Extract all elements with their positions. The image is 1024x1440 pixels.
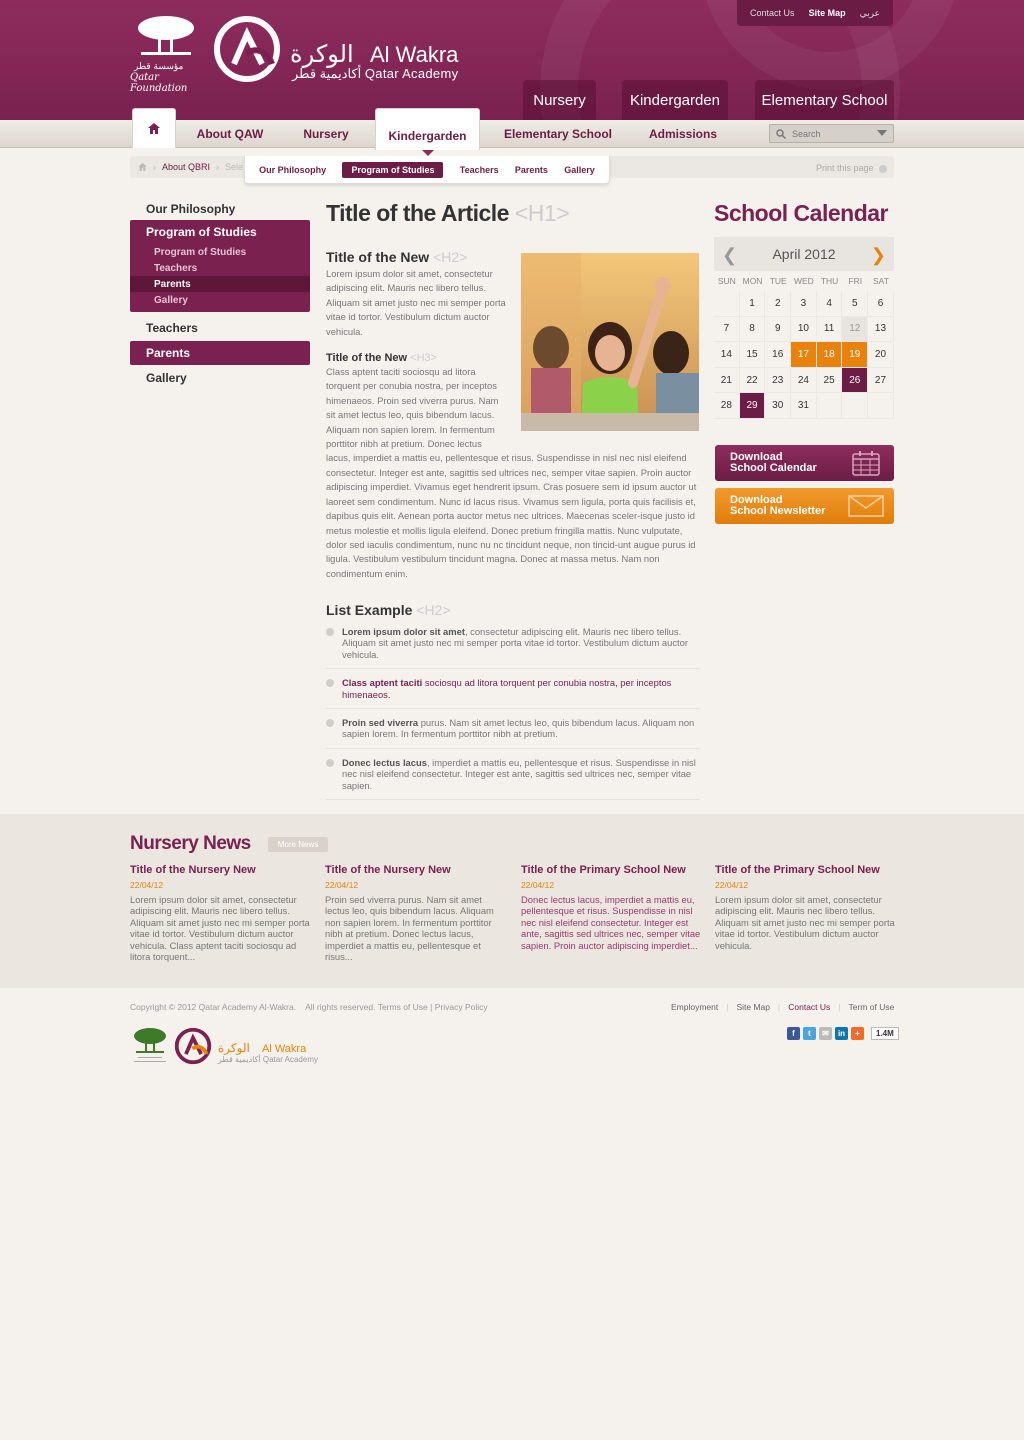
search-icon bbox=[776, 129, 786, 139]
calendar-month: April 2012 bbox=[772, 246, 836, 262]
qatar-foundation-logo[interactable] bbox=[128, 12, 204, 94]
qf-arabic-name: مؤسسة قطر bbox=[134, 62, 184, 72]
article-paragraph-1: Lorem ipsum dolor sit amet, consectetur adipiscing elit. Mauris nec libero tellus. Aliquam sit amet justo nec mi semper porta vitae id tortor. Vestibulum dictum auctor vehicula. bbox=[326, 268, 506, 337]
search-input[interactable]: Search bbox=[792, 128, 821, 139]
calendar-day[interactable]: 27 bbox=[868, 368, 894, 394]
calendar-day[interactable]: 17 bbox=[791, 342, 817, 368]
subnav-parents[interactable]: Parents bbox=[514, 164, 548, 175]
news-item-date: 22/04/12 bbox=[521, 880, 555, 890]
terms-link[interactable]: Terms of Use bbox=[377, 1002, 428, 1012]
news-item-title[interactable]: Title of the Primary School New bbox=[521, 864, 686, 876]
calendar-title: School Calendar bbox=[714, 200, 888, 226]
footer-link-employment[interactable]: Employment bbox=[671, 1002, 719, 1012]
list-item bbox=[326, 713, 700, 749]
calendar-empty-cell bbox=[842, 393, 868, 419]
article-photo bbox=[521, 253, 699, 431]
download-newsletter-button[interactable] bbox=[715, 488, 894, 524]
calendar-empty-cell bbox=[714, 291, 740, 317]
footer-brand-subtitle-arabic: أكاديمية قطر bbox=[218, 1055, 261, 1064]
article-title-text: Title of the Article bbox=[326, 200, 509, 226]
footer-separator: | bbox=[838, 1002, 841, 1012]
article-h3-text: Title of the New bbox=[326, 352, 408, 365]
arabic-link[interactable]: عربي bbox=[859, 7, 880, 18]
breadcrumb-separator: › bbox=[216, 162, 220, 172]
footer-brand-subtitle-english: Qatar Academy bbox=[262, 1055, 318, 1064]
calendar-day[interactable]: 9 bbox=[765, 317, 791, 343]
al-wakra-logo-icon[interactable] bbox=[174, 1027, 212, 1065]
news-title: Nursery News bbox=[130, 833, 251, 854]
calendar-day[interactable]: 23 bbox=[765, 368, 791, 394]
calendar-day[interactable]: 2 bbox=[765, 291, 791, 317]
footer-link-contact[interactable]: Contact Us bbox=[788, 1002, 831, 1012]
news-item-title[interactable]: Title of the Nursery New bbox=[325, 864, 451, 876]
nav-elementary[interactable]: Elementary School bbox=[503, 127, 613, 141]
calendar-day[interactable]: 3 bbox=[791, 291, 817, 317]
chevron-down-icon[interactable] bbox=[877, 130, 887, 136]
brand-subtitle-english: Qatar Academy bbox=[364, 66, 459, 81]
list-item[interactable] bbox=[326, 673, 700, 709]
news-item bbox=[715, 864, 895, 951]
calendar-day[interactable]: 14 bbox=[714, 342, 740, 368]
home-icon bbox=[148, 123, 160, 134]
calendar-weekdays bbox=[714, 276, 894, 286]
tree-icon bbox=[130, 1026, 170, 1064]
share-plus-icon[interactable]: + bbox=[851, 1027, 864, 1040]
chevron-left-icon[interactable]: ❮ bbox=[722, 245, 738, 265]
nursery-news bbox=[0, 814, 1024, 988]
brand-arabic-name: الوكرة bbox=[290, 40, 354, 68]
calendar-day[interactable]: 11 bbox=[817, 317, 843, 343]
share-count: 1.4M bbox=[871, 1027, 899, 1040]
footer-separator: | bbox=[778, 1002, 781, 1012]
calendar-day[interactable]: 30 bbox=[765, 393, 791, 419]
weekday: WED bbox=[793, 276, 814, 286]
article-paragraph-2a: Class aptent taciti sociosqu ad litora torquent per conubia nostra, per inceptos himenaeos. Proin sed viverra purus. Nam sit amet lectus leo, quis bibendum lacus. Aliquam non sapien lorem. In fermentum porttitor nibh at pretium. Donec lectus bbox=[326, 366, 499, 450]
breadcrumb-about[interactable]: About QBRI bbox=[162, 162, 211, 172]
sidebar-item-philosophy[interactable]: Our Philosophy bbox=[146, 202, 236, 216]
print-link[interactable] bbox=[816, 163, 887, 173]
calendar-day[interactable]: 16 bbox=[765, 342, 791, 368]
download-calendar-button[interactable] bbox=[715, 445, 894, 481]
example-list bbox=[326, 622, 700, 804]
sidebar-sub-program[interactable]: Program of Studies bbox=[154, 246, 247, 258]
calendar-day[interactable]: 21 bbox=[714, 368, 740, 394]
download-calendar-label-1: Download bbox=[730, 451, 783, 463]
list-item bbox=[326, 622, 700, 669]
footer-link-terms[interactable]: Term of Use bbox=[848, 1002, 895, 1012]
weekday: SAT bbox=[873, 276, 889, 286]
qf-english-name: Qatar Foundation bbox=[130, 72, 188, 94]
article-paragraph-2b: lacus, imperdiet a mattis eu, pellentesque et risus. Suspendisse in nisl nec nisl eleifend consectetur. Integer est ante, sagittis sed ultrices nec, semper vitae sapien. Proin auctor adipiscing imperdiet. Vivamus eget hendrerit ipsum. Cras posuere sem id ipsum auctor ut laoreet sem condimentum. Nunc id lacus risus. Vivamus sem ligula, porta quis facilisis et, dapibus quis elit. Aenean porta auctor metus nec ultrices. Maecenas sceler-isque justo id metus molestie et mollis ligula eleifend. Donec pretium fringilla mattis. Nunc vulputate, dolor sed iaculis condimentum, nunc nu nc tincidunt neque, non tincid-unt augue purus id ligula. Vestibulum vestibulum tincidunt magna. Donec at massa metus. Nam non condimentum enim. bbox=[326, 452, 697, 579]
sidebar-item-parents[interactable]: Parents bbox=[130, 341, 310, 365]
weekday: THU bbox=[820, 276, 839, 286]
rights-text: All rights reserved. bbox=[305, 1002, 376, 1012]
download-newsletter-label-2: School Newsletter bbox=[730, 505, 826, 517]
calendar-day[interactable]: 15 bbox=[740, 342, 766, 368]
list-title-text: List Example bbox=[326, 602, 413, 618]
footer-brand-arabic: الوكرة bbox=[218, 1041, 250, 1055]
sidebar-sub-gallery[interactable]: Gallery bbox=[154, 294, 188, 306]
school-tab-elementary[interactable]: Elementary School bbox=[755, 80, 894, 120]
subnav-teachers[interactable]: Teachers bbox=[459, 164, 499, 175]
news-item bbox=[325, 864, 505, 962]
subnav-philosophy[interactable]: Our Philosophy bbox=[259, 164, 327, 175]
footer-brand-english: Al Wakra bbox=[262, 1043, 307, 1055]
more-news-button[interactable]: More News bbox=[268, 837, 328, 852]
sidebar-group-program bbox=[130, 220, 310, 312]
brand-subtitle-arabic: أكاديمية قطر bbox=[292, 66, 362, 81]
calendar-grid bbox=[714, 291, 894, 419]
calendar-day[interactable]: 25 bbox=[817, 368, 843, 394]
list-item-bold: Lorem ipsum dolor sit amet bbox=[342, 626, 465, 637]
news-item-date: 22/04/12 bbox=[130, 880, 164, 890]
subnav-gallery[interactable]: Gallery bbox=[564, 164, 595, 175]
news-item-date: 22/04/12 bbox=[715, 880, 749, 890]
news-item-title[interactable]: Title of the Primary School New bbox=[715, 864, 880, 876]
sidebar-item-gallery[interactable]: Gallery bbox=[146, 371, 187, 385]
weekday: FRI bbox=[848, 276, 863, 286]
subnav-program[interactable]: Program of Studies bbox=[342, 162, 443, 178]
home-icon[interactable] bbox=[138, 163, 147, 171]
calendar-day[interactable]: 19 bbox=[842, 342, 868, 368]
nav-admissions[interactable]: Admissions bbox=[648, 127, 717, 141]
school-tab-nursery[interactable]: Nursery bbox=[523, 80, 596, 120]
privacy-link[interactable]: Privacy Policy bbox=[434, 1002, 488, 1012]
calendar-day[interactable]: 6 bbox=[868, 291, 894, 317]
news-item bbox=[521, 864, 701, 951]
news-item-date: 22/04/12 bbox=[325, 880, 359, 890]
nav-about[interactable]: About QAW bbox=[196, 127, 264, 141]
brand-subtitle bbox=[292, 66, 458, 82]
top-links bbox=[737, 0, 893, 26]
calendar-day[interactable]: 5 bbox=[842, 291, 868, 317]
footer-link-sitemap[interactable]: Site Map bbox=[736, 1002, 771, 1012]
email-icon[interactable]: ✉ bbox=[819, 1027, 832, 1040]
download-newsletter-label-1: Download bbox=[730, 494, 783, 506]
sidebar bbox=[130, 198, 310, 389]
article-title bbox=[326, 200, 700, 227]
calendar-day[interactable]: 31 bbox=[791, 393, 817, 419]
calendar-day[interactable]: 4 bbox=[817, 291, 843, 317]
list-item-bold: Donec lectus lacus bbox=[342, 756, 427, 768]
article-h3-tag: <H3> bbox=[410, 352, 438, 365]
calendar-day[interactable]: 28 bbox=[714, 393, 740, 419]
list-title-tag: <H2> bbox=[416, 602, 451, 618]
footer-copyright: Copyright © 2012 Qatar Academy Al-Wakra. All rights reserved. Terms of Use | Privacy Policy bbox=[130, 1002, 488, 1012]
search-box[interactable] bbox=[769, 124, 894, 143]
calendar-day[interactable]: 1 bbox=[740, 291, 766, 317]
footer-links bbox=[671, 1002, 894, 1012]
contact-us-link[interactable]: Contact Us bbox=[750, 8, 795, 18]
list-item-text: , consectetur adipiscing elit. Mauris nec libero tellus. Aliquam sit amet justo nec mi semper porta vitae id tortor. Vestibulum dictum auctor vehicula. bbox=[342, 626, 688, 660]
print-label: Print this page bbox=[816, 163, 874, 173]
news-item-body: Lorem ipsum dolor sit amet, consectetur adipiscing elit. Mauris nec libero tellus. Aliquam sit amet justo nec mi semper porta vitae id tortor. Vestibulum dictum auctor vehicula. bbox=[715, 894, 895, 951]
list-title bbox=[326, 602, 451, 618]
news-item bbox=[130, 864, 310, 962]
linkedin-icon[interactable]: in bbox=[835, 1027, 848, 1040]
sidebar-sub-teachers[interactable]: Teachers bbox=[154, 262, 198, 274]
calendar-header bbox=[714, 237, 894, 271]
article-subtitle-text: Title of the New bbox=[326, 249, 430, 265]
calendar-day[interactable]: 10 bbox=[791, 317, 817, 343]
weekday: MON bbox=[742, 276, 763, 286]
site-map-link[interactable]: Site Map bbox=[808, 8, 846, 18]
sidebar-item-teachers[interactable]: Teachers bbox=[146, 321, 198, 335]
list-item bbox=[326, 753, 700, 800]
news-item-title[interactable]: Title of the Nursery New bbox=[130, 864, 256, 876]
calendar-day[interactable]: 26 bbox=[842, 368, 868, 394]
footer-separator: | bbox=[726, 1002, 729, 1012]
news-item-body: Proin sed viverra purus. Nam sit amet lectus leo, quis bibendum lacus. Aliquam non sapien lorem. In fermentum porttitor nibh at pretium. Donec lectus lacus, imperdiet a mattis eu, pellentesque et risus... bbox=[325, 894, 494, 963]
breadcrumb-separator: › bbox=[153, 162, 156, 172]
printer-icon bbox=[879, 165, 887, 173]
brand-english-name: Al Wakra bbox=[370, 42, 459, 67]
list-item-text: sociosqu ad litora torquent per conubia nostra, per inceptos himenaeos. bbox=[342, 677, 672, 700]
al-wakra-logo-icon[interactable] bbox=[212, 14, 282, 84]
footer-qf-logo[interactable] bbox=[130, 1026, 170, 1069]
chevron-right-icon[interactable]: ❯ bbox=[870, 245, 886, 265]
facebook-icon[interactable]: f bbox=[787, 1027, 800, 1040]
calendar-day[interactable]: 8 bbox=[740, 317, 766, 343]
footer-brand-subtitle bbox=[218, 1055, 318, 1064]
calendar-day[interactable]: 18 bbox=[817, 342, 843, 368]
sub-nav bbox=[244, 156, 610, 184]
weekday: TUE bbox=[769, 276, 787, 286]
calendar-icon bbox=[852, 450, 880, 476]
calendar-day[interactable]: 12 bbox=[842, 317, 868, 343]
list-item-bold: Class aptent taciti bbox=[342, 677, 423, 689]
breadcrumb-current[interactable]: Sele bbox=[225, 162, 244, 172]
weekday: SUN bbox=[717, 276, 736, 286]
twitter-icon[interactable]: t bbox=[803, 1027, 816, 1040]
list-item-text: , imperdiet a mattis eu, pellentesque et risus. Suspendisse in nisl nec nisl eleifend consectetur. Integer est ante, sagittis sed ultrices nec, semper vitae sapien. bbox=[342, 756, 696, 791]
calendar-day[interactable]: 13 bbox=[868, 317, 894, 343]
calendar-day[interactable]: 22 bbox=[740, 368, 766, 394]
nav-nursery[interactable]: Nursery bbox=[303, 127, 349, 141]
list-item-text: purus. Nam sit amet lectus leo, quis bibendum lacus. Aliquam non sapien lorem. In fermentum porttitor nibh at pretium. bbox=[342, 717, 695, 740]
sidebar-item-program[interactable]: Program of Studies bbox=[146, 225, 257, 239]
social-links bbox=[787, 1027, 899, 1040]
download-calendar-label-2: School Calendar bbox=[730, 462, 817, 474]
news-item-body: Lorem ipsum dolor sit amet, consectetur adipiscing elit. Mauris nec libero tellus. Aliquam sit amet justo nec mi semper porta vitae id tortor. Vestibulum dictum auctor vehicula. Class aptent taciti sociosqu ad litora torquent... bbox=[130, 894, 310, 963]
article-subtitle-tag: <H2> bbox=[433, 249, 468, 265]
classroom-photo-icon bbox=[521, 253, 699, 431]
list-item-bold: Proin sed viverra bbox=[342, 717, 419, 729]
calendar-day[interactable]: 29 bbox=[740, 393, 766, 419]
calendar-empty-cell bbox=[868, 393, 894, 419]
calendar-day[interactable]: 7 bbox=[714, 317, 740, 343]
calendar-day[interactable]: 20 bbox=[868, 342, 894, 368]
tree-icon bbox=[136, 14, 196, 58]
sidebar-sub-parents[interactable]: Parents bbox=[130, 276, 310, 292]
article-title-tag: <H1> bbox=[514, 200, 570, 226]
home-button[interactable] bbox=[132, 108, 176, 148]
news-item-body[interactable]: Donec lectus lacus, imperdiet a mattis eu, pellentesque et risus. Suspendisse in nisl nec nisl eleifend consectetur. Integer est ante, sagittis sed ultrices nec, semper vitae sapien. Proin auctor adipiscing imperdiet... bbox=[521, 894, 701, 951]
calendar-day[interactable]: 24 bbox=[791, 368, 817, 394]
school-calendar bbox=[714, 200, 894, 412]
envelope-icon bbox=[848, 495, 884, 517]
school-tab-kindergarden[interactable]: Kindergarden bbox=[622, 80, 728, 120]
copyright-text: Copyright © 2012 Qatar Academy Al-Wakra. bbox=[130, 1002, 297, 1012]
nav-kindergarden[interactable]: Kindergarden bbox=[375, 108, 480, 150]
calendar-empty-cell bbox=[817, 393, 843, 419]
